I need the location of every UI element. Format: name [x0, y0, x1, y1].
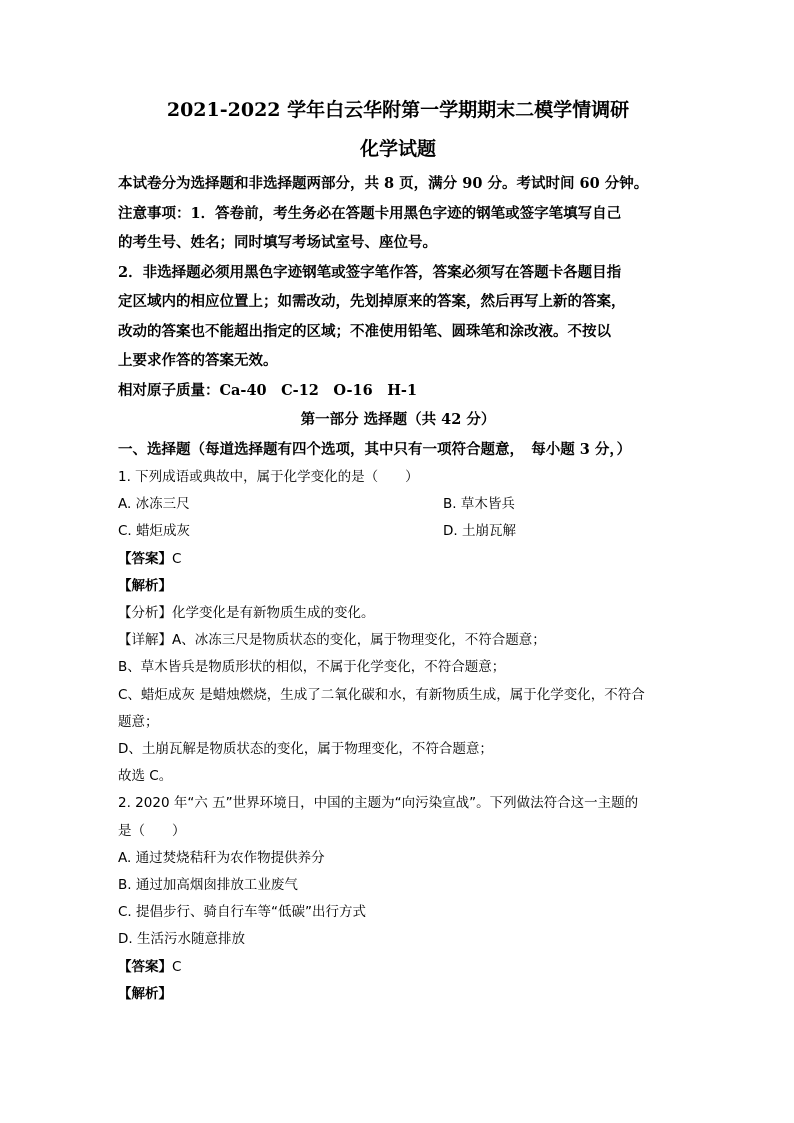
option-c: C. 蜡炬成灰 — [118, 523, 191, 540]
question-1-stem: 1. 下列成语或典故中，属于化学变化的是（ ） — [118, 469, 419, 485]
xiangjie-line-d: D、土崩瓦解是物质状态的变化，属于物理变化，不符合题意； — [118, 741, 493, 758]
conclusion-line: 故选 C。 — [118, 768, 173, 785]
exam-title: 2021-2022 学年白云华附第一学期期末二模学情调研 — [166, 99, 630, 121]
part-one-heading: 第一部分 选择题（共 42 分） — [300, 411, 496, 428]
option-b: B. 通过加高烟囱排放工业废气 — [118, 877, 298, 894]
xiangjie-tag: 【详解】 — [118, 632, 172, 649]
instruction-line-5: 定区域内的相应位置上；如需改动，先划掉原来的答案，然后再写上新的答案， — [118, 293, 626, 310]
answer-line — [118, 954, 678, 981]
instruction-line-1: 本试卷分为选择题和非选择题两部分，共 8 页，满分 90 分。考试时间 60 分钟。 — [118, 175, 649, 192]
instruction-line-6: 改动的答案也不能超出指定的区域；不准使用铅笔、圆珠笔和涂改液。不按以 — [118, 322, 611, 340]
option-d: D. 土崩瓦解 — [443, 523, 516, 540]
fenxi-text: 化学变化是有新物质生成的变化。 — [172, 605, 375, 622]
analysis-line — [118, 573, 678, 600]
option-a: A. 通过焚烧秸秆为农作物提供养分 — [118, 849, 325, 866]
analysis-tag: 【解析】 — [118, 577, 172, 594]
instruction-line-7: 上要求作答的答案无效。 — [118, 352, 278, 369]
choice-section-heading: 一、选择题（每道选择题有四个选项，其中只有一项符合题意， 每小题 3 分，） — [118, 440, 632, 458]
instruction-line-3: 的考生号、姓名；同时填写考场试室号、座位号。 — [118, 234, 437, 251]
instructions-block — [118, 169, 678, 405]
question-2-stem-1: 2. 2020 年“六 五”世界环境日，中国的主题为“向污染宣战”。下列做法符合这一主题的 — [118, 795, 639, 812]
instruction-line-2: 注意事项：1．答卷前，考生务必在答题卡用黑色字迹的钢笔或签字笔填写自己 — [118, 204, 622, 222]
instruction-line-4: 2．非选择题必须用黑色字迹钢笔或签字笔作答，答案必须写在答题卡各题目指 — [118, 263, 622, 281]
xiangjie-line-c1: C、蜡炬成灰 是蜡烛燃烧，生成了二氧化碳和水，有新物质生成，属于化学变化，不符合 — [118, 686, 645, 703]
option-c: C. 提倡步行、骑自行车等“低碳”出行方式 — [118, 904, 366, 921]
exam-page — [118, 96, 678, 1008]
question-1 — [118, 464, 678, 790]
fenxi-line — [118, 600, 678, 627]
answer-tag: 【答案】 — [118, 958, 172, 975]
fenxi-tag: 【分析】 — [118, 605, 172, 622]
xiangjie-a-text: A、冰冻三尺是物质状态的变化，属于物理变化，不符合题意； — [172, 632, 546, 649]
answer-tag: 【答案】 — [118, 550, 172, 567]
answer-value: C — [172, 550, 182, 567]
option-d: D. 生活污水随意排放 — [118, 931, 245, 948]
answer-value: C — [172, 958, 182, 975]
option-b: B. 草木皆兵 — [443, 496, 515, 513]
question-2-stem-2: 是（ ） — [118, 822, 186, 839]
option-a: A. 冰冻三尺 — [118, 496, 190, 513]
answer-line — [118, 546, 678, 573]
atomic-mass-line: 相对原子质量：Ca-40 C-12 O-16 H-1 — [118, 381, 418, 399]
question-1-options — [118, 491, 678, 545]
analysis-tag: 【解析】 — [118, 985, 172, 1002]
xiangjie-line-c2: 题意； — [118, 713, 159, 730]
analysis-line — [118, 981, 678, 1008]
xiangjie-line-b: B、草木皆兵是物质形状的相似，不属于化学变化，不符合题意； — [118, 659, 506, 676]
question-2 — [118, 790, 678, 1008]
exam-subtitle: 化学试题 — [359, 138, 436, 160]
xiangjie-line-a — [118, 627, 678, 654]
